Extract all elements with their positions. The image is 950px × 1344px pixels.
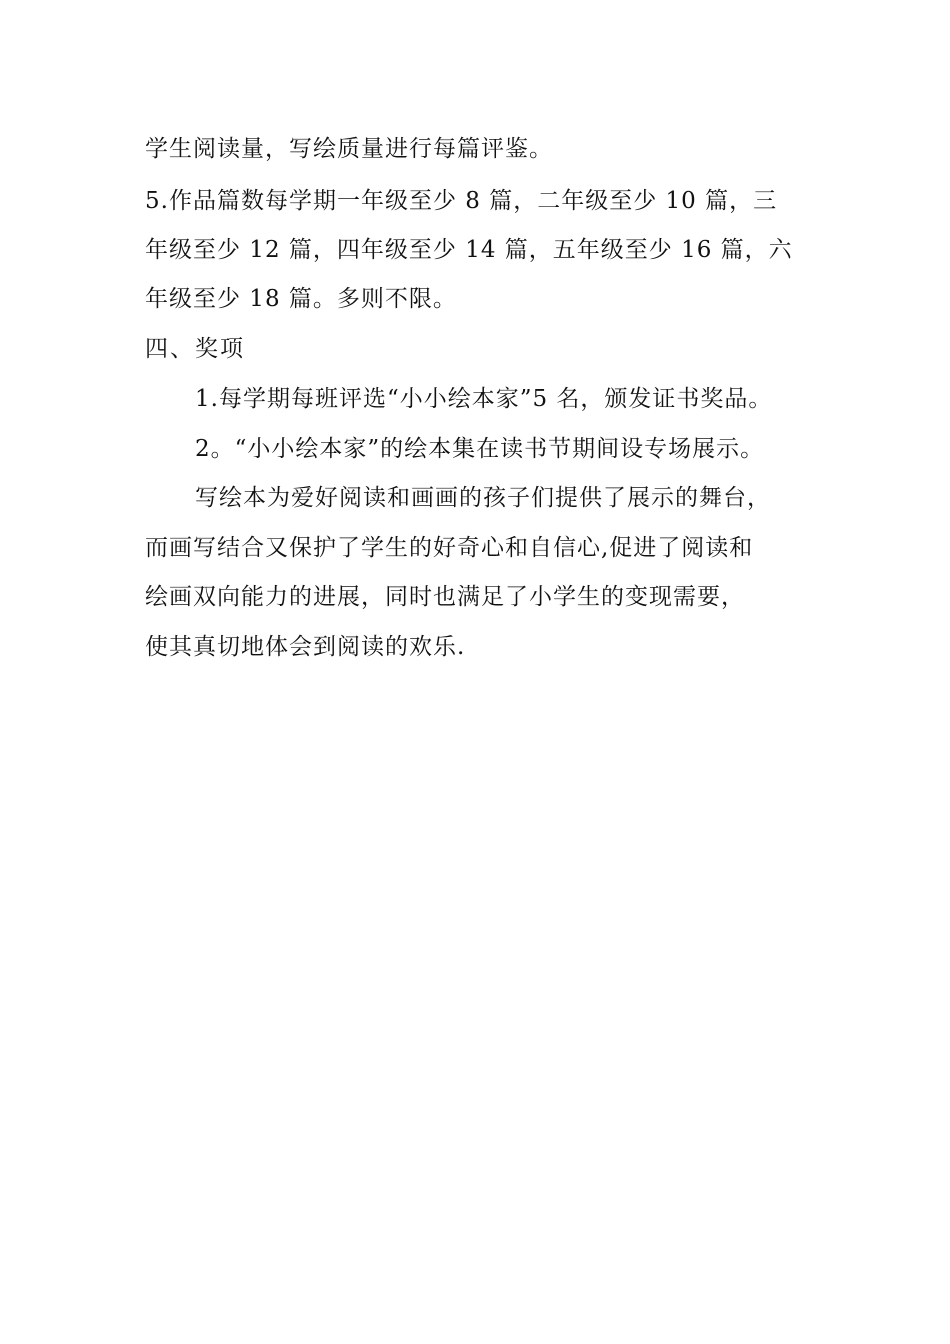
paragraph-line: 使其真切地体会到阅读的欢乐. <box>145 634 466 660</box>
paragraph-line: 年级至少 12 篇，四年级至少 14 篇，五年级至少 16 篇，六 <box>145 237 793 263</box>
list-item: 2。“小小绘本家”的绘本集在读书节期间设专场展示。 <box>195 436 765 462</box>
paragraph-line: 绘画双向能力的进展，同时也满足了小学生的变现需要， <box>145 584 745 610</box>
paragraph-line: 学生阅读量，写绘质量进行每篇评鉴。 <box>145 136 553 162</box>
paragraph-line: 而画写结合又保护了学生的好奇心和自信心,促进了阅读和 <box>145 535 754 561</box>
paragraph-line: 年级至少 18 篇。多则不限。 <box>145 286 457 312</box>
paragraph-line: 5.作品篇数每学期一年级至少 8 篇，二年级至少 10 篇，三 <box>145 188 778 214</box>
list-item: 1.每学期每班评选“小小绘本家”5 名，颁发证书奖品。 <box>195 386 773 412</box>
paragraph-line: 写绘本为爱好阅读和画画的孩子们提供了展示的舞台， <box>195 485 771 511</box>
section-heading: 四、奖项 <box>145 336 245 362</box>
